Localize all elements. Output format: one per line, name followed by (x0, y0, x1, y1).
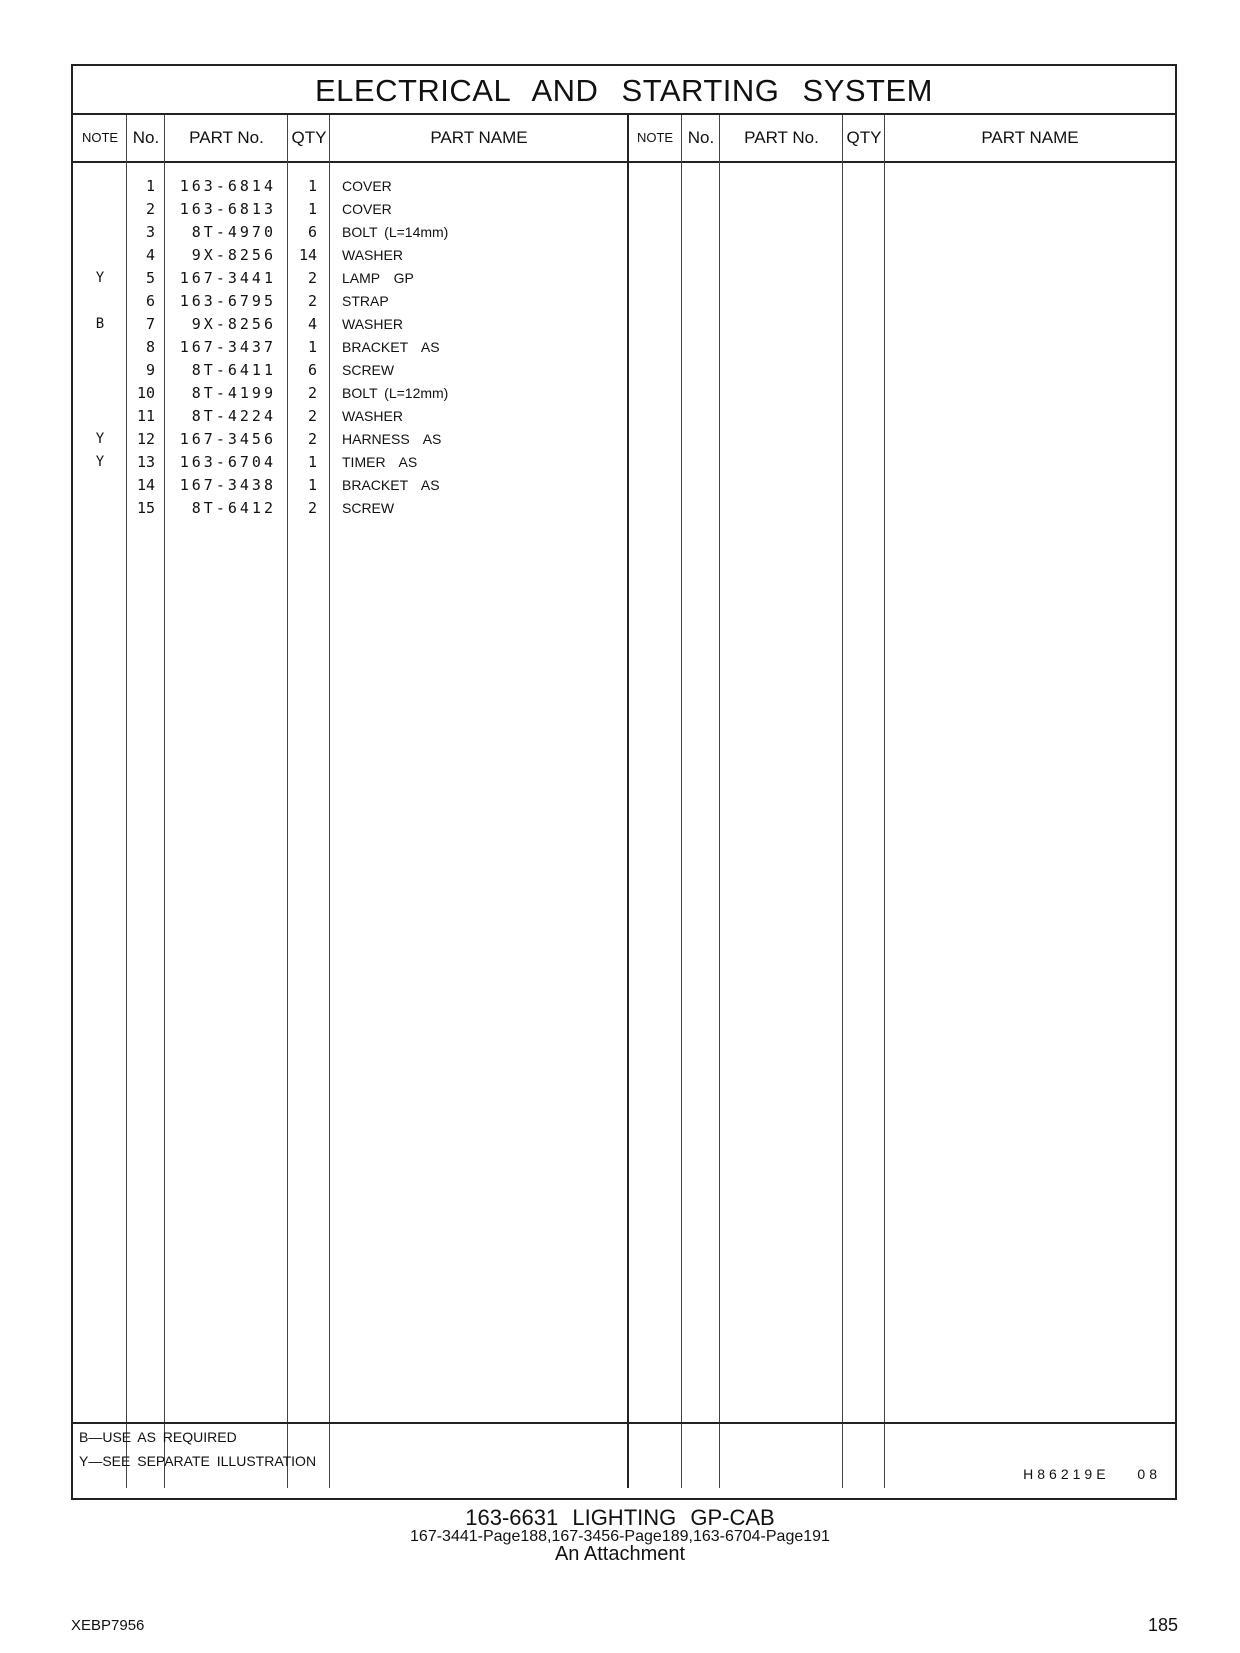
row-number: 9 (145, 361, 155, 379)
row-quantity: 1 (307, 200, 317, 218)
row-part-number: 8T-4224 (191, 407, 276, 425)
header-note-right: NOTE (636, 130, 674, 145)
legend-y: Y—SEE SEPARATE ILLUSTRATION (79, 1453, 317, 1469)
row-quantity: 2 (307, 430, 317, 448)
row-number: 3 (145, 223, 155, 241)
row-number: 6 (145, 292, 155, 310)
row-part-number: 8T-4970 (191, 223, 276, 241)
table-row (73, 290, 1175, 313)
header-qty-right: QTY (846, 128, 882, 147)
row-part-name: BRACKET AS (342, 477, 440, 493)
row-part-name: WASHER (342, 408, 403, 424)
table-row (73, 198, 1175, 221)
table-row (73, 359, 1175, 382)
row-part-name: SCREW (342, 500, 395, 516)
row-number: 8 (145, 338, 155, 356)
attachment-label: An Attachment (554, 1543, 686, 1565)
row-number: 1 (145, 177, 155, 195)
page-title: ELECTRICAL AND STARTING SYSTEM (73, 66, 1175, 115)
row-part-name: WASHER (342, 247, 403, 263)
row-part-number: 9X-8256 (191, 246, 276, 264)
row-part-name: STRAP (342, 293, 389, 309)
table-row (73, 428, 1175, 451)
row-quantity: 6 (307, 361, 317, 379)
row-number: 7 (145, 315, 155, 333)
row-part-number: 8T-6412 (191, 499, 276, 517)
row-quantity: 2 (307, 499, 317, 517)
row-part-number: 167-3438 (179, 476, 276, 494)
row-part-name: WASHER (342, 316, 403, 332)
row-number: 11 (136, 407, 155, 425)
row-note: Y (95, 270, 105, 286)
row-quantity: 2 (307, 407, 317, 425)
row-part-number: 167-3441 (179, 269, 276, 287)
row-number: 5 (145, 269, 155, 287)
row-note: Y (95, 454, 105, 470)
row-note: Y (95, 431, 105, 447)
row-quantity: 4 (307, 315, 317, 333)
row-part-name: BRACKET AS (342, 339, 440, 355)
row-number: 12 (136, 430, 155, 448)
table-row (73, 382, 1175, 405)
page-references: 167-3441-Page188,167-3456-Page189,163-6704-Page191 (410, 1528, 830, 1545)
row-quantity: 2 (307, 384, 317, 402)
table-row (73, 474, 1175, 497)
row-quantity: 1 (307, 338, 317, 356)
parts-list-frame (71, 64, 1177, 1500)
row-part-number: 163-6814 (179, 177, 276, 195)
row-part-number: 167-3437 (179, 338, 276, 356)
table-row (73, 267, 1175, 290)
row-quantity: 2 (307, 269, 317, 287)
row-part-name: COVER (342, 178, 392, 194)
row-part-number: 163-6813 (179, 200, 276, 218)
row-number: 13 (136, 453, 155, 471)
row-part-name: TIMER AS (342, 454, 418, 470)
row-number: 10 (136, 384, 155, 402)
table-row (73, 405, 1175, 428)
row-part-number: 9X-8256 (191, 315, 276, 333)
row-quantity: 1 (307, 177, 317, 195)
table-row (73, 497, 1175, 520)
row-part-number: 8T-6411 (191, 361, 276, 379)
row-number: 4 (145, 246, 155, 264)
row-part-name: HARNESS AS (342, 431, 442, 447)
header-part-name-right: PART NAME (981, 128, 1079, 147)
header-part-no-right: PART No. (744, 128, 819, 147)
row-part-number: 163-6704 (179, 453, 276, 471)
row-number: 2 (145, 200, 155, 218)
table-row (73, 313, 1175, 336)
row-note: B (95, 316, 105, 332)
table-row (73, 336, 1175, 359)
page-number: 185 (1147, 1615, 1178, 1635)
row-quantity: 14 (298, 246, 317, 264)
header-no: No. (132, 128, 160, 147)
row-part-name: SCREW (342, 362, 395, 378)
row-quantity: 1 (307, 453, 317, 471)
row-part-number: 8T-4199 (191, 384, 276, 402)
row-quantity: 6 (307, 223, 317, 241)
header-qty: QTY (291, 128, 327, 147)
table-row (73, 175, 1175, 198)
table-header (73, 115, 1175, 163)
drawing-code: H86219E 08 (1023, 1466, 1161, 1482)
row-number: 15 (136, 499, 155, 517)
row-quantity: 2 (307, 292, 317, 310)
header-part-no: PART No. (189, 128, 264, 147)
row-quantity: 1 (307, 476, 317, 494)
row-part-name: BOLT (L=12mm) (342, 385, 449, 401)
row-part-number: 163-6795 (179, 292, 276, 310)
legend-b: B—USE AS REQUIRED (79, 1429, 237, 1445)
table-bottom-rule (73, 1422, 1175, 1424)
table-row (73, 244, 1175, 267)
header-note: NOTE (81, 130, 119, 145)
header-part-name: PART NAME (430, 128, 528, 147)
document-id: XEBP7956 (71, 1617, 145, 1634)
row-number: 14 (136, 476, 155, 494)
header-no-right: No. (687, 128, 715, 147)
group-caption: 163-6631 LIGHTING GP-CAB (465, 1505, 775, 1530)
table-row (73, 451, 1175, 474)
row-part-name: COVER (342, 201, 392, 217)
table-row (73, 221, 1175, 244)
row-part-name: LAMP GP (342, 270, 414, 286)
row-part-name: BOLT (L=14mm) (342, 224, 449, 240)
row-part-number: 167-3456 (179, 430, 276, 448)
